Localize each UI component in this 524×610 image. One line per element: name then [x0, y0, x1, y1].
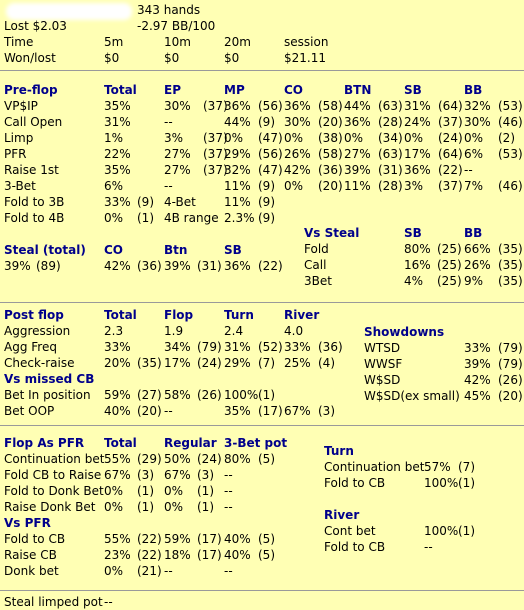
stat-value: 58% — [164, 388, 191, 402]
stat-value: 32% — [224, 163, 251, 177]
stat-value: 2.3% — [224, 211, 255, 225]
postflop-header: Total — [104, 308, 137, 322]
stat-label: Fold to CB — [324, 476, 386, 490]
stat-value: 36% — [344, 115, 371, 129]
stat-value: (38) — [318, 131, 343, 145]
stat-value: 6% — [104, 179, 124, 193]
stat-value: (17) — [197, 548, 222, 562]
stat-value: (52) — [258, 340, 283, 354]
stat-value: (25) — [437, 258, 462, 272]
stat-value: (9) — [137, 195, 154, 209]
stat-value: (35) — [498, 242, 523, 256]
stat-value: (58) — [318, 99, 343, 113]
stat-value: 42% — [284, 163, 311, 177]
stat-value: (24) — [197, 452, 222, 466]
steal-header: Btn — [164, 243, 188, 257]
stat-value: (7) — [458, 460, 475, 474]
steal-header: CO — [104, 243, 124, 257]
stat-value: 16% — [404, 258, 431, 272]
stat-value: 100% — [224, 388, 259, 402]
stat-value: 50% — [164, 452, 191, 466]
stat-label: Fold to CB — [324, 540, 386, 554]
stat-value: 23% — [104, 548, 131, 562]
stat-value: (24) — [438, 131, 463, 145]
stat-label: 3-Bet — [4, 179, 36, 193]
stat-value: 59% — [104, 388, 131, 402]
divider — [0, 302, 524, 303]
stat-value: 42% — [464, 373, 491, 387]
stat-label: W$SD(ex small) — [364, 389, 460, 403]
preflop-header: BB — [464, 83, 483, 97]
stat-value: 27% — [344, 147, 371, 161]
steal-header: SB — [224, 243, 242, 257]
stat-value: -- — [164, 115, 173, 129]
stat-label: Fold — [304, 242, 329, 256]
stat-label: Limp — [4, 131, 34, 145]
stat-value: 4.0 — [284, 324, 304, 338]
stat-value: (56) — [258, 99, 283, 113]
stat-value: (1) — [458, 524, 475, 538]
stat-value: (1) — [197, 500, 214, 514]
stat-label: Raise CB — [4, 548, 57, 562]
stat-value: -- — [164, 179, 173, 193]
stat-value: 22% — [104, 147, 131, 161]
stat-value: (79) — [498, 341, 523, 355]
flop-pfr-header: Flop As PFR — [4, 436, 85, 450]
stat-value: (25) — [437, 242, 462, 256]
stat-value: 40% — [224, 532, 251, 546]
stat-value: 80% — [404, 242, 431, 256]
stat-value: (79) — [197, 340, 222, 354]
wonlost-10m: $0 — [164, 51, 180, 65]
river-header: River — [324, 508, 360, 522]
stat-value: 0% — [164, 484, 184, 498]
stat-label: W$SD — [364, 373, 401, 387]
stat-value: 30% — [284, 115, 311, 129]
stat-value: 4-Bet — [164, 195, 196, 209]
wonlost-5m: $0 — [104, 51, 120, 65]
stat-value: 35% — [104, 163, 131, 177]
hands-count: 343 hands — [137, 3, 201, 17]
stat-value: 34% — [164, 340, 191, 354]
divider — [0, 590, 524, 591]
stat-value: 36% — [404, 163, 431, 177]
turn-header: Turn — [324, 444, 354, 458]
stat-value: 1.9 — [164, 324, 184, 338]
stat-value: (17) — [258, 404, 283, 418]
stat-value: 9% — [464, 274, 484, 288]
stat-value: (37) — [203, 131, 228, 145]
stat-value: (9) — [258, 115, 275, 129]
time-10m: 10m — [164, 35, 191, 49]
stat-value: (35) — [498, 274, 523, 288]
divider — [0, 70, 524, 71]
stat-value: 11% — [224, 179, 251, 193]
stat-value: 27% — [164, 147, 191, 161]
flop-pfr-header: 3-Bet pot — [224, 436, 288, 450]
stat-value: (5) — [258, 548, 275, 562]
stat-value: (9) — [258, 179, 275, 193]
stat-value: 17% — [404, 147, 431, 161]
stat-label: Cont bet — [324, 524, 376, 538]
stat-label: Check-raise — [4, 356, 75, 370]
stat-value: 26% — [284, 147, 311, 161]
stat-value: (26) — [498, 373, 523, 387]
stat-label: Donk bet — [4, 564, 59, 578]
stat-value: 33% — [104, 195, 131, 209]
stat-value: 27% — [164, 163, 191, 177]
stat-value: (9) — [258, 211, 275, 225]
stat-value: -- — [224, 468, 233, 482]
stat-value: 57% — [424, 460, 451, 474]
stat-label: Bet In position — [4, 388, 91, 402]
stat-value: 45% — [464, 389, 491, 403]
preflop-header: Total — [104, 83, 137, 97]
stat-value: (63) — [378, 99, 403, 113]
stat-value: 29% — [224, 356, 251, 370]
stat-value: 30% — [464, 115, 491, 129]
stat-value: (1) — [197, 484, 214, 498]
stat-value: (53) — [498, 147, 523, 161]
stat-value: (3) — [318, 404, 335, 418]
stat-value: (20) — [498, 389, 523, 403]
flop-pfr-header: Total — [104, 436, 137, 450]
stat-label: 3Bet — [304, 274, 332, 288]
stat-value: 31% — [404, 99, 431, 113]
stat-value: 24% — [404, 115, 431, 129]
stat-label: WWSF — [364, 357, 403, 371]
stat-value: (37) — [438, 179, 463, 193]
stat-value: (47) — [258, 163, 283, 177]
time-5m: 5m — [104, 35, 124, 49]
stat-value: 33% — [284, 340, 311, 354]
stat-label: Continuation bet — [324, 460, 425, 474]
stat-value: 26% — [464, 258, 491, 272]
stat-value: (3) — [137, 468, 154, 482]
stat-value: 59% — [164, 532, 191, 546]
flop-pfr-header: Regular — [164, 436, 217, 450]
stat-value: (46) — [498, 179, 523, 193]
stat-label: Fold to Donk Bet — [4, 484, 104, 498]
vs-steal-header: SB — [404, 226, 422, 240]
stat-value: 4B range — [164, 211, 219, 225]
stat-label: WTSD — [364, 341, 401, 355]
stat-label: Agg Freq — [4, 340, 57, 354]
stat-value: (1) — [258, 388, 275, 402]
postflop-header: Turn — [224, 308, 254, 322]
stat-value: (37) — [203, 147, 228, 161]
stat-value: 0% — [284, 131, 304, 145]
stat-value: 66% — [464, 242, 491, 256]
stat-value: (1) — [458, 476, 475, 490]
stat-label: Call Open — [4, 115, 63, 129]
stat-value: 35% — [224, 404, 251, 418]
stat-value: (29) — [137, 452, 162, 466]
steal-header: Steal (total) — [4, 243, 86, 257]
stat-value: 36% — [224, 99, 251, 113]
stat-value: 40% — [224, 548, 251, 562]
stat-value: 1% — [104, 131, 124, 145]
stat-value: (5) — [258, 532, 275, 546]
stat-value: (58) — [318, 147, 343, 161]
stat-value: 2.4 — [224, 324, 244, 338]
stat-value: 80% — [224, 452, 251, 466]
vs-pfr-header: Vs PFR — [4, 516, 51, 530]
stat-value: (36) — [318, 163, 343, 177]
time-20m: 20m — [224, 35, 251, 49]
stat-value: (26) — [197, 388, 222, 402]
stat-value: (20) — [318, 115, 343, 129]
steal-value: (22) — [258, 259, 283, 273]
stat-value: (24) — [197, 356, 222, 370]
stat-value: 0% — [104, 500, 124, 514]
stat-value: (53) — [498, 99, 523, 113]
stat-value: 0% — [284, 179, 304, 193]
divider — [0, 425, 524, 426]
stat-label: Bet OOP — [4, 404, 55, 418]
stat-label: Fold to 4B — [4, 211, 65, 225]
stat-value: (20) — [318, 179, 343, 193]
stat-value: 18% — [164, 548, 191, 562]
vs-steal-header: BB — [464, 226, 483, 240]
stat-value: (37) — [438, 115, 463, 129]
stat-value: (36) — [318, 340, 343, 354]
stat-value: (79) — [498, 357, 523, 371]
stat-value: 0% — [104, 211, 124, 225]
lost-amount: Lost $2.03 — [4, 19, 67, 33]
stat-value: 67% — [104, 468, 131, 482]
steal-value: 36% — [224, 259, 251, 273]
stat-value: -- — [164, 404, 173, 418]
stat-label: Call — [304, 258, 327, 272]
bb100-value: -2.97 BB/100 — [137, 19, 216, 33]
preflop-header: BTN — [344, 83, 372, 97]
stat-value: (25) — [437, 274, 462, 288]
stat-label: VP$IP — [4, 99, 38, 113]
stat-value: 2.3 — [104, 324, 124, 338]
stat-value: 4% — [404, 274, 424, 288]
postflop-header: Post flop — [4, 308, 64, 322]
stat-value: 0% — [104, 484, 124, 498]
stat-value: 7% — [464, 179, 484, 193]
preflop-header: MP — [224, 83, 245, 97]
stat-value: 40% — [104, 404, 131, 418]
stat-value: 35% — [104, 99, 131, 113]
stat-value: (21) — [137, 564, 162, 578]
stat-value: 0% — [224, 131, 244, 145]
showdowns-header: Showdowns — [364, 325, 445, 339]
stat-value: 67% — [284, 404, 311, 418]
stat-value: 0% — [104, 564, 124, 578]
vs-missed-cb-header: Vs missed CB — [4, 372, 95, 386]
steal-value: (31) — [197, 259, 222, 273]
stat-value: (37) — [203, 99, 228, 113]
stat-value: (9) — [258, 195, 275, 209]
stat-label: Fold CB to Raise — [4, 468, 102, 482]
stat-value: -- — [164, 564, 173, 578]
stat-label: Fold to 3B — [4, 195, 65, 209]
preflop-header: CO — [284, 83, 304, 97]
stat-label: Raise Donk Bet — [4, 500, 96, 514]
wonlost-label: Won/lost — [4, 51, 56, 65]
stat-value: 29% — [224, 147, 251, 161]
postflop-header: River — [284, 308, 320, 322]
stat-value: (31) — [378, 163, 403, 177]
steal-value: (89) — [36, 259, 61, 273]
stat-value: 100% — [424, 524, 459, 538]
stat-value: (35) — [137, 356, 162, 370]
stat-value: (64) — [438, 147, 463, 161]
stat-value: (4) — [318, 356, 335, 370]
stat-value: (1) — [137, 500, 154, 514]
stat-value: 0% — [164, 500, 184, 514]
stat-value: 0% — [464, 131, 484, 145]
stat-value: (1) — [137, 484, 154, 498]
stat-value: 44% — [224, 115, 251, 129]
stat-value: 36% — [284, 99, 311, 113]
preflop-header: Pre-flop — [4, 83, 58, 97]
stat-value: 0% — [404, 131, 424, 145]
stat-value: -- — [464, 163, 473, 177]
stat-value: (28) — [378, 115, 403, 129]
blurred-player-name — [6, 3, 132, 20]
stat-value: (47) — [258, 131, 283, 145]
stat-label: PFR — [4, 147, 27, 161]
stat-value: 32% — [464, 99, 491, 113]
stat-value: -- — [224, 484, 233, 498]
stat-value: 6% — [464, 147, 484, 161]
stat-value: (2) — [498, 131, 515, 145]
stat-label: Fold to CB — [4, 532, 66, 546]
stat-value: (17) — [197, 532, 222, 546]
stat-value: 11% — [344, 179, 371, 193]
stat-value: (63) — [378, 147, 403, 161]
steal-value: 39% — [4, 259, 31, 273]
time-session: session — [284, 35, 329, 49]
stat-value: 55% — [104, 532, 131, 546]
stat-value: (27) — [137, 388, 162, 402]
stat-value: 25% — [284, 356, 311, 370]
stat-value: (46) — [498, 115, 523, 129]
wonlost-session: $21.11 — [284, 51, 326, 65]
stat-value: 17% — [164, 356, 191, 370]
time-label: Time — [4, 35, 34, 49]
stat-value: 33% — [104, 340, 131, 354]
stat-value: 0% — [344, 131, 364, 145]
stat-value: (56) — [258, 147, 283, 161]
stat-value: 39% — [344, 163, 371, 177]
stat-value: 3% — [404, 179, 424, 193]
stat-value: (3) — [197, 468, 214, 482]
stat-value: 3% — [164, 131, 184, 145]
stat-value: 67% — [164, 468, 191, 482]
stat-value: 20% — [104, 356, 131, 370]
vs-steal-header: Vs Steal — [304, 226, 360, 240]
steal-value: (36) — [137, 259, 162, 273]
stat-value: (5) — [258, 452, 275, 466]
stat-value: (37) — [203, 163, 228, 177]
stat-value: 44% — [344, 99, 371, 113]
steal-limped-label: Steal limped pot — [4, 595, 103, 609]
stat-label: Raise 1st — [4, 163, 59, 177]
stat-value: 39% — [464, 357, 491, 371]
stat-value: -- — [424, 540, 433, 554]
stat-value: -- — [224, 564, 233, 578]
steal-value: 42% — [104, 259, 131, 273]
stat-value: (7) — [258, 356, 275, 370]
stat-value: (22) — [438, 163, 463, 177]
stat-value: (22) — [137, 532, 162, 546]
stat-value: 31% — [224, 340, 251, 354]
stat-value: 33% — [464, 341, 491, 355]
preflop-header: EP — [164, 83, 181, 97]
stat-value: 100% — [424, 476, 459, 490]
stat-value: (22) — [137, 548, 162, 562]
stat-value: (20) — [137, 404, 162, 418]
stat-value: (34) — [378, 131, 403, 145]
stat-value: -- — [224, 500, 233, 514]
stat-value: (1) — [137, 211, 154, 225]
steal-value: 39% — [164, 259, 191, 273]
stat-value: 30% — [164, 99, 191, 113]
wonlost-20m: $0 — [224, 51, 240, 65]
steal-limped-value: -- — [104, 595, 113, 609]
stat-label: Aggression — [4, 324, 71, 338]
stat-value: (28) — [378, 179, 403, 193]
preflop-header: SB — [404, 83, 422, 97]
postflop-header: Flop — [164, 308, 194, 322]
stat-value: (35) — [498, 258, 523, 272]
stat-value: 11% — [224, 195, 251, 209]
stat-value: 55% — [104, 452, 131, 466]
stat-value: (64) — [438, 99, 463, 113]
stat-label: Continuation bet — [4, 452, 105, 466]
stat-value: 31% — [104, 115, 131, 129]
